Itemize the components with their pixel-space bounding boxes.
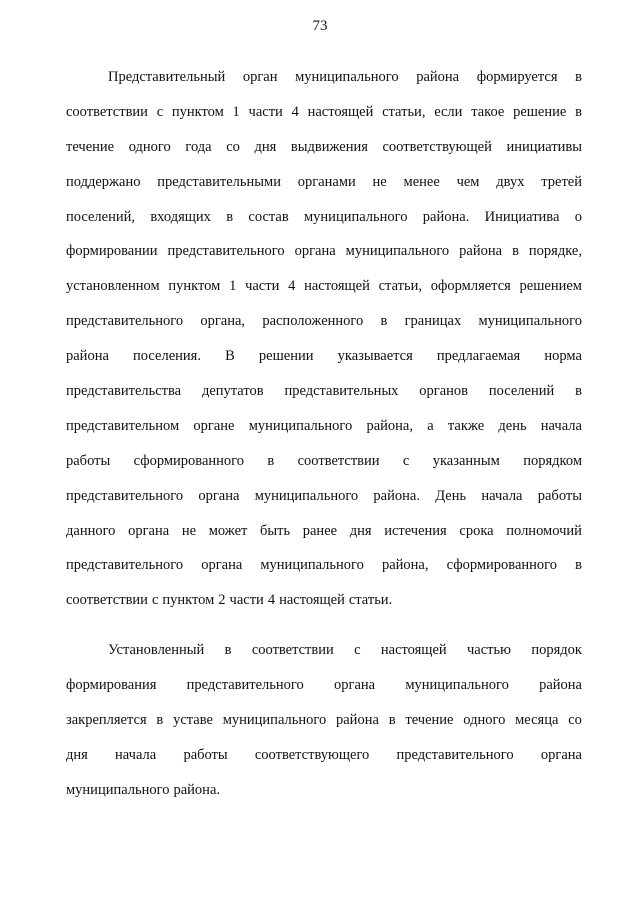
word: в	[575, 69, 582, 85]
word: в	[575, 103, 582, 120]
word: района	[416, 69, 460, 85]
word: данного	[66, 522, 116, 539]
word: орган	[242, 69, 278, 85]
word: о	[574, 208, 582, 225]
word: работы	[66, 452, 111, 469]
word: района	[459, 243, 503, 260]
word: указанным	[432, 452, 500, 469]
word: органа	[334, 677, 376, 694]
word: срока	[459, 522, 494, 539]
word: полномочий	[506, 522, 582, 539]
word: района.	[173, 781, 221, 798]
word: района.	[373, 487, 420, 504]
word: начала	[540, 417, 582, 434]
word: района,	[366, 417, 413, 434]
word: муниципального	[222, 712, 327, 729]
word: в	[512, 243, 519, 260]
word: представительного	[167, 243, 285, 260]
word: дня	[254, 138, 277, 155]
word: границах	[404, 313, 462, 330]
word: муниципального	[478, 313, 582, 330]
word: течение	[66, 138, 115, 155]
word: муниципального	[304, 208, 408, 225]
word: одного	[128, 138, 171, 155]
word: соответствующей	[382, 138, 492, 155]
word: района,	[381, 557, 429, 574]
word: органа	[540, 746, 582, 763]
word: решением	[519, 278, 582, 295]
word: настоящей	[279, 592, 345, 609]
word: в	[156, 712, 164, 729]
word: норма	[544, 348, 582, 365]
word: органа	[128, 522, 170, 539]
word: с	[156, 103, 164, 120]
word: органа,	[200, 313, 246, 330]
word: не	[181, 522, 197, 539]
word: органов	[419, 383, 469, 400]
word: соответствии	[297, 452, 380, 469]
word: с	[151, 592, 159, 609]
word: муниципального	[260, 557, 364, 574]
word: настоящей	[304, 278, 370, 295]
word: формируется	[476, 69, 558, 85]
word: формирования	[66, 677, 157, 694]
word: представительными	[157, 173, 281, 190]
text-line	[66, 269, 582, 304]
text-line	[66, 374, 582, 409]
word: муниципального	[295, 69, 399, 85]
word: установленном	[66, 278, 160, 295]
page-number: 73	[312, 18, 328, 34]
document-body	[66, 60, 582, 808]
word: статьи,	[378, 278, 422, 295]
word: с	[402, 452, 410, 469]
word: района	[66, 348, 109, 365]
word: в	[224, 642, 232, 659]
word: муниципального	[345, 243, 450, 260]
word: истечения	[384, 522, 447, 539]
word: поселений,	[66, 208, 135, 225]
word: в	[380, 313, 388, 330]
word: Установленный	[108, 642, 205, 659]
text-line	[66, 409, 582, 444]
word: начала	[481, 487, 523, 504]
text-line	[66, 234, 582, 269]
word: соответствии	[66, 592, 148, 609]
text-line	[66, 339, 582, 374]
word: расположенного	[262, 313, 364, 330]
word: 4	[288, 278, 296, 295]
word: органа	[294, 243, 336, 260]
word: предлагаемая	[436, 348, 521, 365]
text-line	[66, 514, 582, 549]
word: оформляется	[430, 278, 511, 295]
word: 4	[291, 103, 299, 120]
word: части	[248, 103, 283, 120]
text-line	[66, 200, 582, 235]
text-line	[66, 548, 582, 583]
word: порядком	[523, 452, 582, 469]
word: формировании	[66, 243, 158, 260]
word: порядке,	[528, 243, 582, 260]
word: поддержано	[66, 173, 141, 190]
word: решении	[258, 348, 314, 365]
text-line	[66, 479, 582, 514]
word: состав	[248, 208, 289, 225]
word: района.	[422, 208, 470, 225]
word: муниципального	[254, 487, 359, 504]
word: пунктом	[171, 103, 224, 120]
word: указывается	[337, 348, 413, 365]
word: настоящей	[307, 103, 374, 120]
word: со	[568, 712, 582, 729]
word: статьи.	[348, 592, 393, 609]
word: чем	[456, 173, 480, 190]
word: представительного	[66, 557, 184, 574]
word: сформированного	[133, 452, 244, 469]
word: представительного	[186, 677, 304, 694]
word: Инициатива	[484, 208, 560, 225]
paragraph-1	[66, 60, 582, 618]
word: района	[336, 712, 379, 729]
word: 1	[232, 103, 240, 120]
word: района	[539, 677, 582, 694]
word: статьи,	[382, 103, 426, 120]
word: органа	[198, 487, 240, 504]
word: День	[435, 487, 467, 504]
word: а	[427, 417, 434, 434]
word: пунктом	[162, 592, 215, 609]
word: соответствующего	[254, 746, 370, 763]
word: работы	[537, 487, 582, 504]
word: представительного	[66, 487, 184, 504]
word: поселения.	[133, 348, 201, 365]
word: частью	[467, 642, 511, 659]
word: в	[388, 712, 396, 729]
word: день	[498, 417, 527, 434]
word: закрепляется	[66, 712, 147, 729]
word: поселений	[488, 383, 555, 400]
word: муниципального	[66, 781, 170, 798]
word: быть	[260, 522, 291, 539]
word: представительном	[66, 417, 180, 434]
text-line	[66, 60, 582, 95]
word: дня	[349, 522, 372, 539]
word: представительного	[66, 313, 184, 330]
word: представительства	[66, 383, 182, 400]
word: 1	[229, 278, 237, 295]
word: не	[372, 173, 387, 190]
text-line	[66, 583, 582, 618]
paragraph-2	[66, 633, 582, 807]
word: в	[575, 383, 582, 400]
text-line	[66, 773, 582, 808]
word: года	[185, 138, 212, 155]
word: муниципального	[405, 677, 509, 694]
word: в	[267, 452, 275, 469]
word: инициативы	[506, 138, 582, 155]
word: сформированного	[446, 557, 557, 574]
word: настоящей	[380, 642, 447, 659]
word: части	[229, 592, 264, 609]
word: в	[575, 557, 582, 574]
word: решение	[513, 103, 567, 120]
word: со	[226, 138, 240, 155]
word: если	[434, 103, 463, 120]
text-line	[66, 95, 582, 130]
text-line	[66, 633, 582, 668]
word: пунктом	[168, 278, 221, 295]
word: порядок	[531, 642, 582, 659]
word: органа	[201, 557, 243, 574]
word: такое	[471, 103, 505, 120]
text-line	[66, 703, 582, 738]
word: третей	[541, 173, 582, 190]
word: В	[225, 348, 235, 365]
word: 2	[218, 592, 226, 609]
word: выдвижения	[290, 138, 368, 155]
word: депутатов	[201, 383, 264, 400]
word: дня	[66, 746, 88, 763]
word: течение	[405, 712, 454, 729]
word: менее	[403, 173, 440, 190]
word: соответствии	[66, 103, 148, 120]
word: начала	[115, 746, 157, 763]
word: представительных	[284, 383, 399, 400]
word: входящих	[150, 208, 211, 225]
word: 4	[267, 592, 276, 609]
word: также	[447, 417, 485, 434]
word: части	[245, 278, 280, 295]
word: Представительный	[108, 69, 226, 85]
word: одного	[463, 712, 506, 729]
text-line	[66, 738, 582, 773]
word: может	[208, 522, 248, 539]
word: муниципального	[248, 417, 353, 434]
text-line	[66, 668, 582, 703]
text-line	[66, 130, 582, 165]
word: работы	[183, 746, 228, 763]
word: уставе	[173, 712, 213, 729]
text-line	[66, 165, 582, 200]
text-line	[66, 444, 582, 479]
text-line	[66, 304, 582, 339]
word: с	[354, 642, 361, 659]
word: представительного	[396, 746, 514, 763]
word: соответствии	[251, 642, 334, 659]
word: месяца	[515, 712, 559, 729]
word: органами	[297, 173, 356, 190]
word: ранее	[302, 522, 338, 539]
word: двух	[496, 173, 525, 190]
word: органе	[193, 417, 235, 434]
word: в	[226, 208, 234, 225]
